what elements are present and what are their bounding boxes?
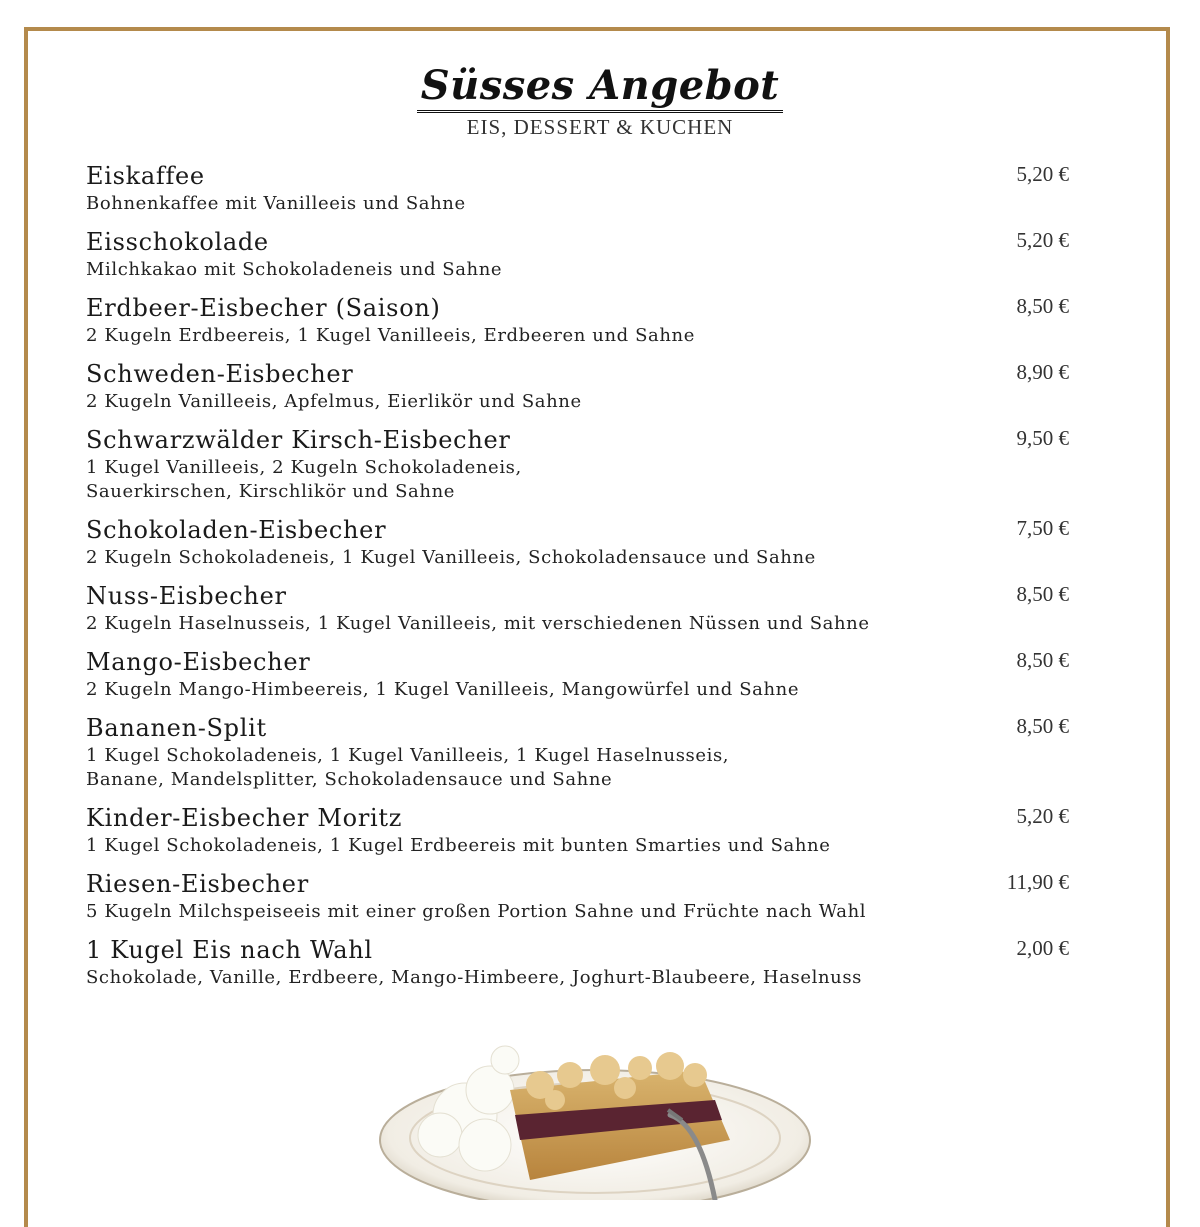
menu-header <box>0 62 1200 140</box>
menu-item <box>86 868 1086 924</box>
item-price: 8,50 € <box>1016 294 1069 318</box>
item-price: 5,20 € <box>1016 804 1069 828</box>
item-price: 5,20 € <box>1016 228 1069 252</box>
item-name: Kinder-Eisbecher Moritz <box>86 804 403 832</box>
item-name: Eisschokolade <box>86 228 269 256</box>
item-name: Erdbeer-Eisbecher (Saison) <box>86 294 441 322</box>
menu-item <box>86 292 1086 348</box>
item-description: 2 Kugeln Haselnusseis, 1 Kugel Vanilleeis, mit verschiedenen Nüssen und Sahne <box>86 613 870 634</box>
item-description: 1 Kugel Schokoladeneis, 1 Kugel Vanilleeis, 1 Kugel Haselnusseis, Banane, Mandelsplitter, Schokoladensauce und Sahne <box>86 745 730 790</box>
item-description: 2 Kugeln Schokoladeneis, 1 Kugel Vanilleeis, Schokoladensauce und Sahne <box>86 547 816 568</box>
item-description: 2 Kugeln Vanilleeis, Apfelmus, Eierlikör und Sahne <box>86 391 582 412</box>
menu-item <box>86 802 1086 858</box>
item-price: 11,90 € <box>1006 870 1069 894</box>
item-price: 7,50 € <box>1016 516 1069 540</box>
menu-item <box>86 712 1086 792</box>
item-price: 2,00 € <box>1016 936 1069 960</box>
item-price: 8,50 € <box>1016 648 1069 672</box>
menu-item <box>86 646 1086 702</box>
item-price: 8,50 € <box>1016 714 1069 738</box>
item-name: Riesen-Eisbecher <box>86 870 309 898</box>
menu-item <box>86 934 1086 990</box>
item-description: Milchkakao mit Schokoladeneis und Sahne <box>86 259 503 280</box>
menu-item <box>86 226 1086 282</box>
menu-list <box>86 160 1086 1000</box>
item-name: Eiskaffee <box>86 162 205 190</box>
item-description: 2 Kugeln Erdbeereis, 1 Kugel Vanilleeis, Erdbeeren und Sahne <box>86 325 696 346</box>
item-price: 8,50 € <box>1016 582 1069 606</box>
item-name: 1 Kugel Eis nach Wahl <box>86 936 373 964</box>
menu-item <box>86 580 1086 636</box>
item-name: Schwarzwälder Kirsch-Eisbecher <box>86 426 511 454</box>
item-name: Bananen-Split <box>86 714 267 742</box>
menu-item <box>86 424 1086 504</box>
menu-item <box>86 514 1086 570</box>
item-name: Schokoladen-Eisbecher <box>86 516 387 544</box>
item-description: Bohnenkaffee mit Vanilleeis und Sahne <box>86 193 466 214</box>
menu-item <box>86 160 1086 216</box>
cake-slice-image <box>370 1030 820 1200</box>
item-description: 2 Kugeln Mango-Himbeereis, 1 Kugel Vanilleeis, Mangowürfel und Sahne <box>86 679 800 700</box>
item-name: Mango-Eisbecher <box>86 648 311 676</box>
item-description: 1 Kugel Vanilleeis, 2 Kugeln Schokoladeneis, Sauerkirschen, Kirschlikör und Sahne <box>86 457 522 502</box>
menu-item <box>86 358 1086 414</box>
item-price: 9,50 € <box>1016 426 1069 450</box>
item-description: 1 Kugel Schokoladeneis, 1 Kugel Erdbeereis mit bunten Smarties und Sahne <box>86 835 831 856</box>
item-description: 5 Kugeln Milchspeiseeis mit einer großen Portion Sahne und Früchte nach Wahl <box>86 901 867 922</box>
page-subtitle: EIS, DESSERT & KUCHEN <box>466 115 734 139</box>
item-description: Schokolade, Vanille, Erdbeere, Mango-Himbeere, Joghurt-Blaubeere, Haselnuss <box>86 967 863 988</box>
item-name: Nuss-Eisbecher <box>86 582 287 610</box>
page-title: Süsses Angebot <box>417 62 784 113</box>
item-name: Schweden-Eisbecher <box>86 360 354 388</box>
item-price: 8,90 € <box>1016 360 1069 384</box>
item-price: 5,20 € <box>1016 162 1069 186</box>
